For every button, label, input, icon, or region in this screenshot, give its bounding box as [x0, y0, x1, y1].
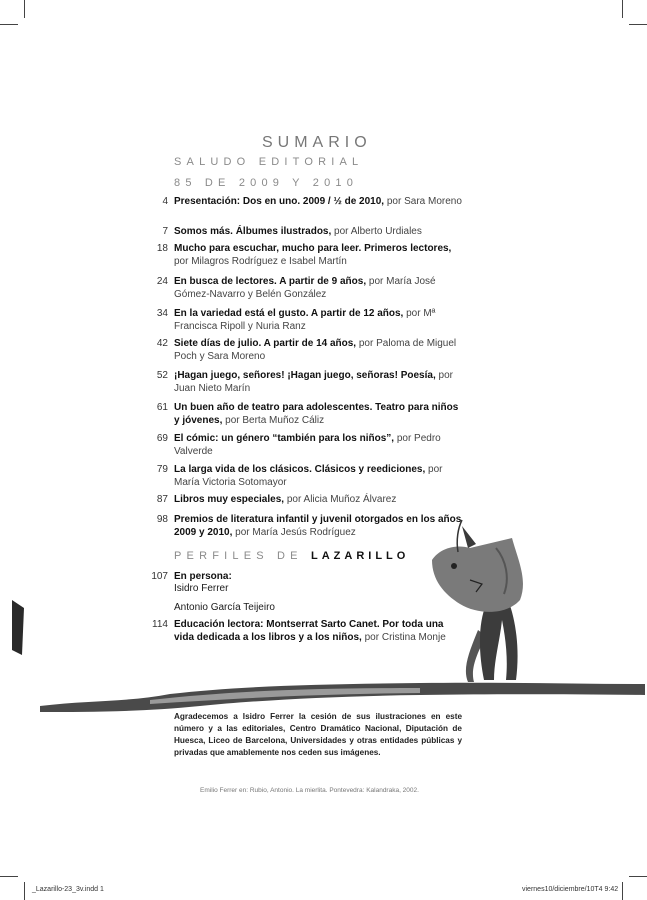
- toc-entry: [156, 514, 462, 539]
- toc-title: Somos más. Álbumes ilustrados,: [174, 226, 332, 237]
- toc-author: por Juan Nieto Marín: [174, 370, 453, 394]
- page-title: SUMARIO: [262, 134, 372, 151]
- toc-author: por Alberto Urdiales: [334, 226, 422, 237]
- toc-page-number: 114: [152, 619, 168, 630]
- toc-page-number: 107: [151, 571, 168, 582]
- toc-title: Premios de literatura infantil y juvenil otorgados en los años 2009 y 2010,: [174, 514, 462, 538]
- toc-entry: [156, 243, 462, 268]
- section-heading-issue: 85 DE 2009 Y 2010: [174, 177, 359, 189]
- toc-entry: [156, 308, 462, 333]
- section-heading-perfiles: [174, 550, 409, 562]
- perfiles-heading-bold: LAZARILLO: [311, 550, 410, 562]
- toc-page-number: 34: [156, 308, 168, 319]
- acknowledgement-text: Agradecemos a Isidro Ferrer la cesión de sus ilustraciones en este número y a las editoriales, Centro Dramático Nacional, Diputación de Huesca, Liceo de Barcelona, Universidades y otras entidades públicas y privadas que amablemente nos ceden sus imágenes.: [174, 712, 462, 757]
- toc-entry: [156, 494, 462, 507]
- slug-right: viernes10/diciembre/10T4 9:42: [522, 886, 619, 893]
- ground-stroke: [40, 683, 645, 712]
- toc-entry: [156, 370, 462, 395]
- toc-entry: [151, 571, 462, 584]
- toc-author: por María Victoria Sotomayor: [174, 464, 443, 488]
- toc-entry: [156, 276, 462, 301]
- toc-page-number: 24: [156, 276, 168, 287]
- toc-entry: [156, 402, 462, 427]
- toc-author: por Sara Moreno: [386, 196, 462, 207]
- toc-page-number: 52: [156, 370, 168, 381]
- toc-title: Mucho para escuchar, mucho para leer. Primeros lectores,: [174, 243, 452, 254]
- toc-author: por Cristina Monje: [364, 631, 446, 643]
- toc-entry: [156, 433, 462, 458]
- toc-entry: [162, 226, 462, 239]
- toc-author: por María Jesús Rodríguez: [235, 526, 356, 538]
- toc-page-number: 4: [162, 196, 168, 207]
- toc-page-number: 42: [156, 338, 168, 349]
- cat-ear: [462, 526, 476, 548]
- toc-subline: Isidro Ferrer: [174, 583, 229, 594]
- toc-author: por Mª Francisca Ripoll y Nuria Ranz: [174, 308, 436, 332]
- left-edge-shape: [12, 600, 24, 655]
- toc-title: Un buen año de teatro para adolescentes. Teatro para niños y jóvenes,: [174, 402, 459, 426]
- slug-left: _Lazarillo-23_3v.indd 1: [32, 886, 104, 893]
- toc-entry: [156, 464, 462, 489]
- toc-page-number: 61: [156, 402, 168, 413]
- cat-eye: [451, 563, 457, 569]
- toc-title: Educación lectora: Montserrat Sarto Canet. Por toda una vida dedicada a los libros y a los niños,: [174, 619, 444, 643]
- illustration-credit: Emilio Ferrer en: Rubio, Antonio. La mierlita. Pontevedra: Kalandraka, 2002.: [200, 787, 419, 794]
- toc-author: por María José Gómez-Navarro y Belén González: [174, 276, 436, 300]
- toc-page-number: 69: [156, 433, 168, 444]
- toc-page-number: 7: [162, 226, 168, 237]
- toc-page-number: 87: [156, 494, 168, 505]
- cat-body: [480, 600, 518, 680]
- toc-title: En busca de lectores. A partir de 9 años,: [174, 276, 367, 287]
- toc-title: La larga vida de los clásicos. Clásicos y reediciones,: [174, 464, 426, 475]
- toc-page-number: 18: [156, 243, 168, 254]
- toc-author: por Pedro Valverde: [174, 433, 441, 457]
- toc-entry: [152, 619, 462, 644]
- toc-title: ¡Hagan juego, señores! ¡Hagan juego, señoras! Poesía,: [174, 370, 436, 381]
- toc-title: Libros muy especiales,: [174, 494, 285, 505]
- toc-entry: [162, 196, 462, 209]
- toc-title: El cómic: un género “también para los niños”,: [174, 433, 395, 444]
- toc-author: por Paloma de Miguel Poch y Sara Moreno: [174, 338, 457, 362]
- perfiles-heading-light: PERFILES DE: [174, 550, 303, 562]
- toc-entry: [156, 338, 462, 363]
- toc-page-number: 98: [156, 514, 168, 525]
- toc-author: por Milagros Rodríguez e Isabel Martín: [174, 255, 347, 267]
- toc-subline: Antonio García Teijeiro: [174, 602, 275, 613]
- toc-title: Siete días de julio. A partir de 14 años,: [174, 338, 357, 349]
- toc-title: Presentación: Dos en uno. 2009 / ½ de 2010,: [174, 196, 385, 207]
- toc-title: En la variedad está el gusto. A partir de 12 años,: [174, 308, 404, 319]
- toc-author: por Alicia Muñoz Álvarez: [286, 494, 397, 505]
- toc-page-number: 79: [156, 464, 168, 475]
- section-heading-editorial: SALUDO EDITORIAL: [174, 156, 364, 168]
- toc-title: En persona:: [174, 571, 232, 582]
- toc-author: por Berta Muñoz Cáliz: [225, 414, 325, 426]
